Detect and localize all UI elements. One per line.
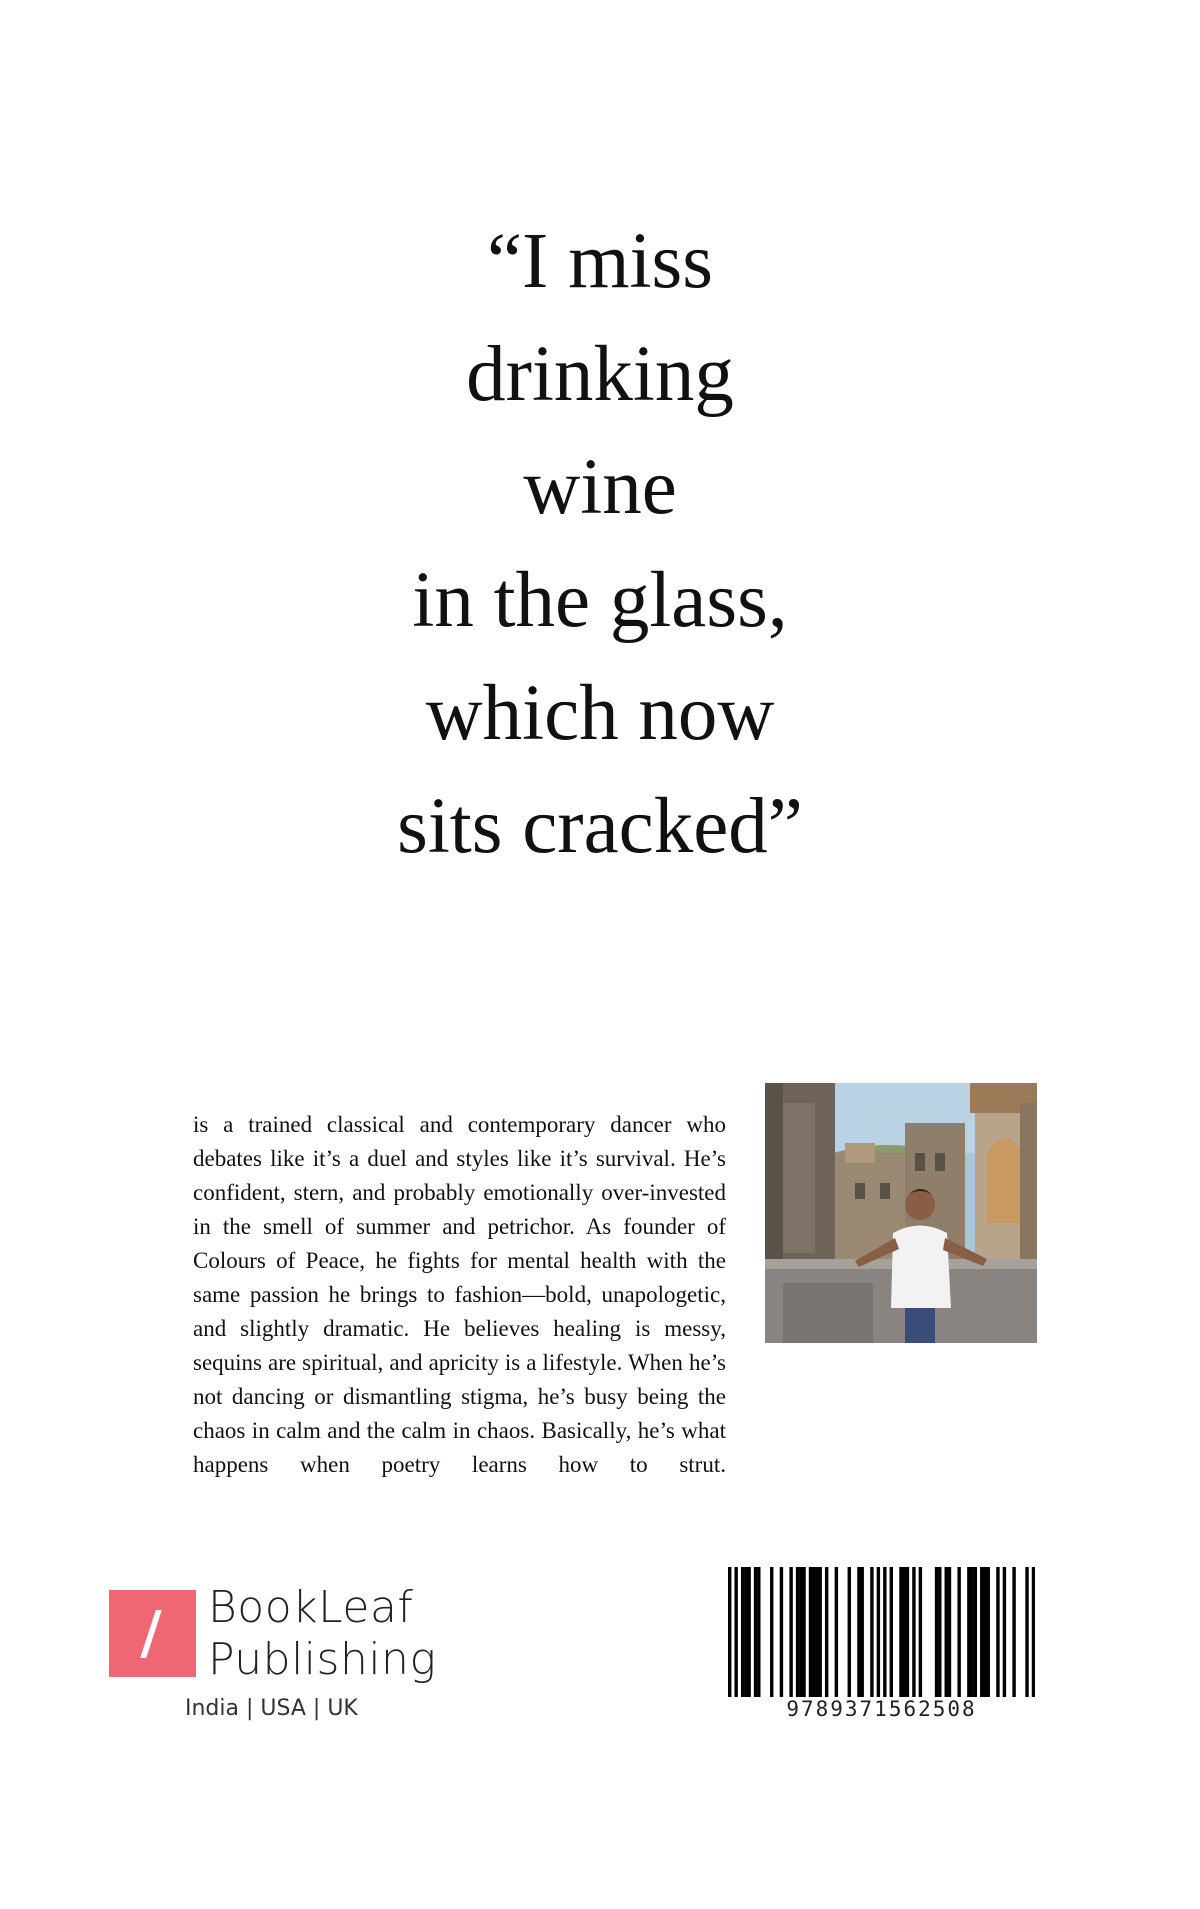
author-photo bbox=[765, 1083, 1037, 1343]
barcode-bar bbox=[967, 1567, 970, 1697]
barcode-bar bbox=[980, 1567, 983, 1697]
barcode-bar bbox=[796, 1567, 799, 1697]
barcode-bar bbox=[906, 1567, 909, 1697]
quote-line: in the glass, bbox=[412, 557, 788, 644]
barcode-bar bbox=[938, 1567, 941, 1697]
author-bio: is a trained classical and contemporary dancer who debates like it’s a duel and styles like it’s survival. He’s confident, stern, and probably emotionally over-invested in the smell of summer and petrichor. As founder of Colours of Peace, he fights for mental health with the same passion he brings to fashion—bold, unapologetic, and slightly dramatic. He believes healing is messy, sequins are spiritual, and apricity is a lifestyle. When he’s not dancing or dismantling stigma, he’s busy being the chaos in calm and the calm in chaos. Basically, he’s what happens when poetry learns how to strut. bbox=[193, 1112, 726, 1477]
publisher-logo-mark bbox=[109, 1590, 196, 1677]
barcode-bar bbox=[770, 1567, 773, 1697]
quote-line: which now bbox=[425, 670, 775, 757]
barcode-bar bbox=[741, 1567, 744, 1697]
barcode-bar bbox=[870, 1567, 873, 1697]
barcode-bar bbox=[825, 1567, 828, 1697]
barcode-bar bbox=[734, 1567, 737, 1697]
isbn-barcode bbox=[728, 1567, 1035, 1697]
barcode-bar bbox=[890, 1567, 893, 1697]
barcode-bar bbox=[877, 1567, 880, 1697]
barcode-bar bbox=[919, 1567, 922, 1697]
quote-line: wine bbox=[523, 444, 677, 531]
barcode-bar bbox=[935, 1567, 938, 1697]
barcode-bar bbox=[1012, 1567, 1015, 1697]
publisher-name-line1: BookLeaf bbox=[208, 1582, 414, 1633]
barcode-bar bbox=[1025, 1567, 1028, 1697]
barcode-bar bbox=[912, 1567, 915, 1697]
barcode-bar bbox=[754, 1567, 757, 1697]
barcode-bar bbox=[835, 1567, 838, 1697]
back-cover-quote bbox=[300, 205, 900, 883]
publisher-name bbox=[208, 1582, 436, 1686]
barcode-bar bbox=[815, 1567, 818, 1697]
quote-line: “I miss bbox=[486, 218, 713, 305]
barcode-bar bbox=[899, 1567, 902, 1697]
barcode-bar bbox=[818, 1567, 821, 1697]
slash-icon bbox=[140, 1610, 162, 1658]
barcode-bar bbox=[970, 1567, 973, 1697]
barcode-bar bbox=[857, 1567, 860, 1697]
barcode-bar bbox=[757, 1567, 760, 1697]
barcode-bar bbox=[1003, 1567, 1006, 1697]
publisher-logo bbox=[109, 1582, 449, 1730]
barcode-bar bbox=[987, 1567, 990, 1697]
barcode-bar bbox=[883, 1567, 886, 1697]
barcode-bar bbox=[744, 1567, 747, 1697]
barcode-bar bbox=[860, 1567, 863, 1697]
barcode-bar bbox=[812, 1567, 815, 1697]
barcode-bar bbox=[957, 1567, 960, 1697]
barcode-bar bbox=[809, 1567, 812, 1697]
barcode-bar bbox=[789, 1567, 792, 1697]
barcode-bar bbox=[802, 1567, 805, 1697]
barcode-bar bbox=[996, 1567, 999, 1697]
publisher-regions: India | USA | UK bbox=[185, 1696, 358, 1721]
barcode-bar bbox=[728, 1567, 731, 1697]
quote-line: drinking bbox=[466, 331, 734, 418]
publisher-name-line2: Publishing bbox=[208, 1634, 437, 1685]
barcode-bar bbox=[974, 1567, 977, 1697]
barcode-bar bbox=[945, 1567, 948, 1697]
barcode-bar bbox=[903, 1567, 906, 1697]
barcode-bar bbox=[948, 1567, 951, 1697]
barcode-bar bbox=[983, 1567, 986, 1697]
barcode-bar bbox=[747, 1567, 750, 1697]
quote-line: sits cracked” bbox=[397, 783, 803, 870]
barcode-bar bbox=[1032, 1567, 1035, 1697]
barcode-bar bbox=[780, 1567, 783, 1697]
barcode-bar bbox=[848, 1567, 851, 1697]
isbn-number: 9789371562508 bbox=[786, 1697, 977, 1721]
barcode-bar bbox=[799, 1567, 802, 1697]
